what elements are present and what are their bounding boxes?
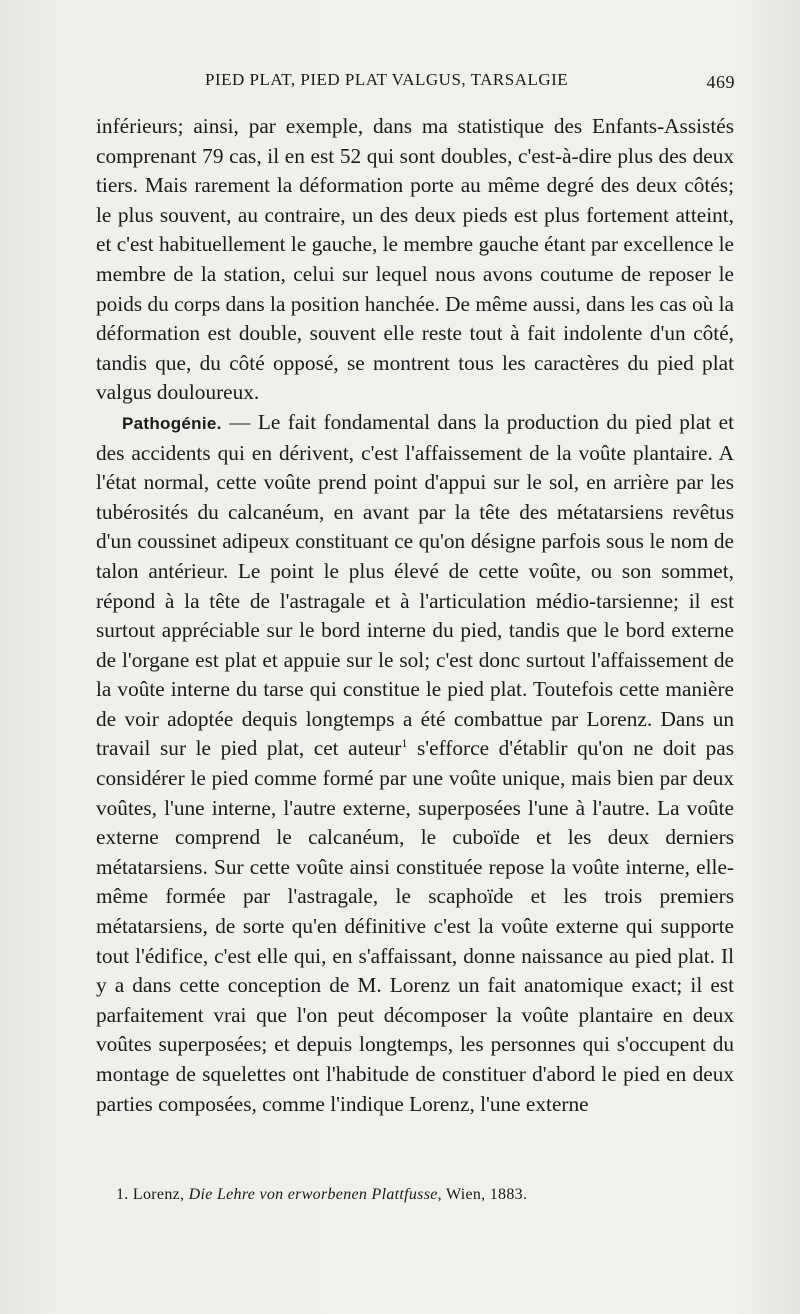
page-number: 469 — [706, 72, 735, 92]
section-title: Pathogénie. — [122, 413, 222, 433]
footnote — [116, 1186, 736, 1204]
paragraph-1: inférieurs; ainsi, par exemple, dans ma statistique des Enfants-Assistés comprenant 79 cas, il en est 52 qui sont doubles, c'est-à-dire plus des deux tiers. Mais rarement la déformation porte au même degré des deux côtés; le plus souvent, au contraire, un des deux pieds est plus fortement atteint, et c'est habituellement le gauche, le membre gauche étant par excellence le membre de la station, celui sur lequel nous avons coutume de reposer le poids du corps dans la position hanchée. De même aussi, dans les cas où la déformation est double, souvent elle reste tout à fait indolente d'un côté, tandis que, du côté opposé, se montrent tous les caractères du pied plat valgus douloureux. — [96, 114, 734, 405]
footnote-title: Die Lehre von erworbenen Plattfusse, — [188, 1186, 442, 1203]
running-title: PIED PLAT, PIED PLAT VALGUS, TARSALGIE — [205, 70, 569, 89]
footnote-author: Lorenz, — [132, 1186, 185, 1203]
footnote-reference[interactable]: 1 — [401, 736, 408, 751]
footnote-number: 1. — [116, 1186, 129, 1203]
paragraph-2-text-b: s'efforce d'établir qu'on ne doit pas considérer le pied comme formé par une voûte unique, mais bien par deux voûtes, l'une interne, l'autre externe, superposées l'une à l'autre. La voûte externe comprend le calcanéum, le cuboïde et les deux derniers métatarsiens. Sur cette voûte ainsi constituée repose la voûte interne, elle-même formée par l'astragale, le scaphoïde et les trois premiers métatarsiens, de sorte qu'en définitive c'est la voûte externe qui supporte tout l'édifice, c'est elle qui, en s'affaissant, donne naissance au pied plat. Il y a dans cette conception de M. Lorenz un fait anatomique exact; il est parfaitement vrai que l'on peut décomposer la voûte plantaire en deux voûtes superposées; et depuis longtemps, les personnes qui s'occupent du montage de squelettes ont l'habitude de constituer d'abord le pied en deux parties composées, comme l'indique Lorenz, l'une externe — [96, 736, 735, 1116]
main-text — [96, 112, 734, 1119]
paragraph-2 — [96, 408, 734, 1119]
paragraph-2-text-a: — Le fait fondamental dans la production du pied plat et des accidents qui en dérivent, c'est l'affaissement de la voûte plantaire. A l'état normal, cette voûte prend point d'appui sur le sol, en arrière par les tubérosités du calcanéum, en avant par la tête des métatarsiens revêtus d'un coussinet adipeux constituant ce qu'on désigne parfois sous le nom de talon antérieur. Le point le plus élevé de cette voûte, ou son sommet, répond à la tête de l'astragale et à l'articulation médio-tarsienne; il est surtout appréciable sur le bord interne du pied, tandis que le bord externe de l'organe est plat et appuie sur le sol; c'est donc surtout l'affaissement de la voûte interne du tarse qui constitue le pied plat. Toutefois cette manière de voir adoptée dequis longtemps a été combattue par Lorenz. Dans un travail sur le pied plat, cet auteur — [96, 409, 734, 761]
footnote-place-year: Wien, 1883. — [445, 1186, 528, 1203]
